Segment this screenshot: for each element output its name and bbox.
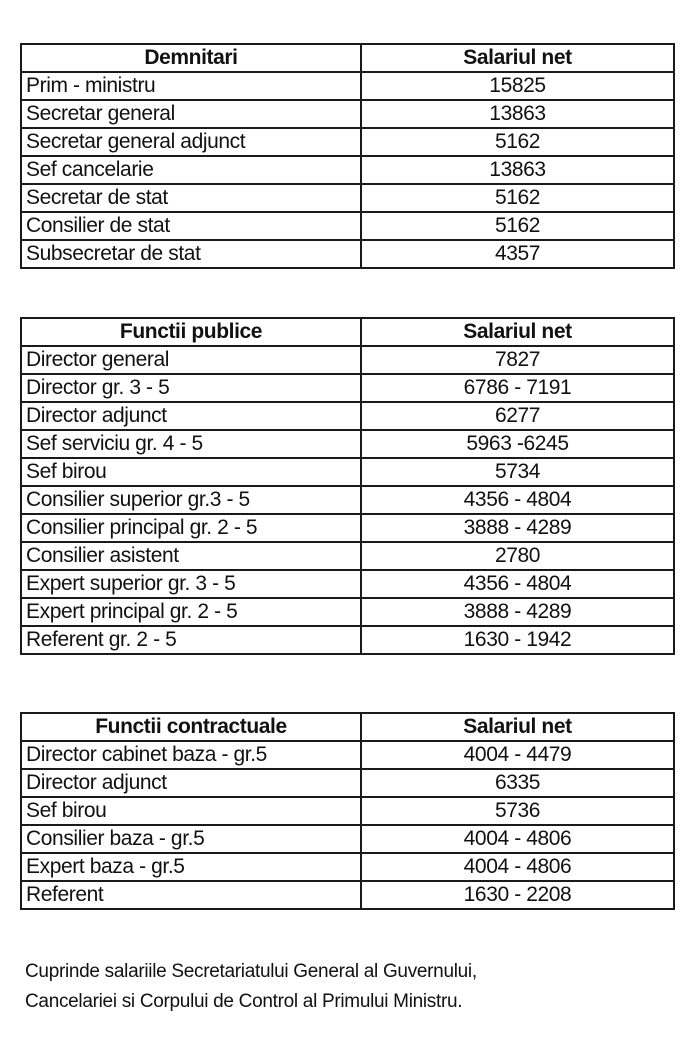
table-row bbox=[21, 374, 674, 402]
salary-cell: 6277 bbox=[361, 402, 674, 430]
table-header-row bbox=[21, 44, 674, 72]
position-cell: Director cabinet baza - gr.5 bbox=[21, 741, 361, 769]
table-row bbox=[21, 346, 674, 374]
table-functii-publice bbox=[20, 317, 675, 655]
table-header-row bbox=[21, 318, 674, 346]
salary-cell: 5162 bbox=[361, 212, 674, 240]
table-row bbox=[21, 797, 674, 825]
table-row bbox=[21, 458, 674, 486]
column-header-category: Functii contractuale bbox=[21, 713, 361, 741]
position-cell: Prim - ministru bbox=[21, 72, 361, 100]
position-cell: Consilier baza - gr.5 bbox=[21, 825, 361, 853]
table-row bbox=[21, 486, 674, 514]
position-cell: Secretar general bbox=[21, 100, 361, 128]
position-cell: Subsecretar de stat bbox=[21, 240, 361, 268]
salary-cell: 5162 bbox=[361, 184, 674, 212]
position-cell: Director general bbox=[21, 346, 361, 374]
salary-cell: 4357 bbox=[361, 240, 674, 268]
table-row bbox=[21, 542, 674, 570]
position-cell: Expert superior gr. 3 - 5 bbox=[21, 570, 361, 598]
table-row bbox=[21, 128, 674, 156]
position-cell: Sef birou bbox=[21, 458, 361, 486]
table-row bbox=[21, 514, 674, 542]
table-row bbox=[21, 741, 674, 769]
position-cell: Consilier superior gr.3 - 5 bbox=[21, 486, 361, 514]
position-cell: Director adjunct bbox=[21, 402, 361, 430]
table-row bbox=[21, 240, 674, 268]
salary-cell: 5734 bbox=[361, 458, 674, 486]
salary-cell: 6786 - 7191 bbox=[361, 374, 674, 402]
position-cell: Expert baza - gr.5 bbox=[21, 853, 361, 881]
salary-cell: 5963 -6245 bbox=[361, 430, 674, 458]
table-row bbox=[21, 184, 674, 212]
table-demnitari bbox=[20, 43, 675, 269]
salary-cell: 2780 bbox=[361, 542, 674, 570]
salary-cell: 6335 bbox=[361, 769, 674, 797]
salary-cell: 1630 - 1942 bbox=[361, 626, 674, 654]
salary-cell: 13863 bbox=[361, 100, 674, 128]
salary-cell: 7827 bbox=[361, 346, 674, 374]
salary-cell: 3888 - 4289 bbox=[361, 598, 674, 626]
table-row bbox=[21, 825, 674, 853]
table-row bbox=[21, 212, 674, 240]
table-row bbox=[21, 598, 674, 626]
column-header-salary: Salariul net bbox=[361, 44, 674, 72]
position-cell: Expert principal gr. 2 - 5 bbox=[21, 598, 361, 626]
position-cell: Consilier asistent bbox=[21, 542, 361, 570]
column-header-category: Demnitari bbox=[21, 44, 361, 72]
salary-cell: 15825 bbox=[361, 72, 674, 100]
table-row bbox=[21, 881, 674, 909]
table-row bbox=[21, 853, 674, 881]
position-cell: Director adjunct bbox=[21, 769, 361, 797]
column-header-category: Functii publice bbox=[21, 318, 361, 346]
table-row bbox=[21, 156, 674, 184]
position-cell: Consilier principal gr. 2 - 5 bbox=[21, 514, 361, 542]
salary-cell: 5162 bbox=[361, 128, 674, 156]
salary-cell: 13863 bbox=[361, 156, 674, 184]
table-row bbox=[21, 626, 674, 654]
position-cell: Director gr. 3 - 5 bbox=[21, 374, 361, 402]
column-header-salary: Salariul net bbox=[361, 713, 674, 741]
table-row bbox=[21, 402, 674, 430]
table-row bbox=[21, 769, 674, 797]
position-cell: Secretar general adjunct bbox=[21, 128, 361, 156]
footnote-line-2: Cancelariei si Corpului de Control al Primului Ministru. bbox=[25, 991, 463, 1012]
salary-cell: 3888 - 4289 bbox=[361, 514, 674, 542]
position-cell: Referent gr. 2 - 5 bbox=[21, 626, 361, 654]
salary-cell: 5736 bbox=[361, 797, 674, 825]
salary-cell: 4356 - 4804 bbox=[361, 570, 674, 598]
table-functii-contractuale bbox=[20, 712, 675, 910]
footnote bbox=[25, 957, 477, 1017]
table-header-row bbox=[21, 713, 674, 741]
table-row bbox=[21, 100, 674, 128]
salary-cell: 4356 - 4804 bbox=[361, 486, 674, 514]
footnote-line-1: Cuprinde salariile Secretariatului General al Guvernului, bbox=[25, 961, 477, 982]
position-cell: Consilier de stat bbox=[21, 212, 361, 240]
salary-cell: 4004 - 4806 bbox=[361, 825, 674, 853]
position-cell: Sef cancelarie bbox=[21, 156, 361, 184]
column-header-salary: Salariul net bbox=[361, 318, 674, 346]
table-row bbox=[21, 430, 674, 458]
table-row bbox=[21, 72, 674, 100]
salary-cell: 4004 - 4479 bbox=[361, 741, 674, 769]
salary-cell: 4004 - 4806 bbox=[361, 853, 674, 881]
salary-cell: 1630 - 2208 bbox=[361, 881, 674, 909]
position-cell: Sef birou bbox=[21, 797, 361, 825]
table-row bbox=[21, 570, 674, 598]
position-cell: Referent bbox=[21, 881, 361, 909]
position-cell: Secretar de stat bbox=[21, 184, 361, 212]
position-cell: Sef serviciu gr. 4 - 5 bbox=[21, 430, 361, 458]
